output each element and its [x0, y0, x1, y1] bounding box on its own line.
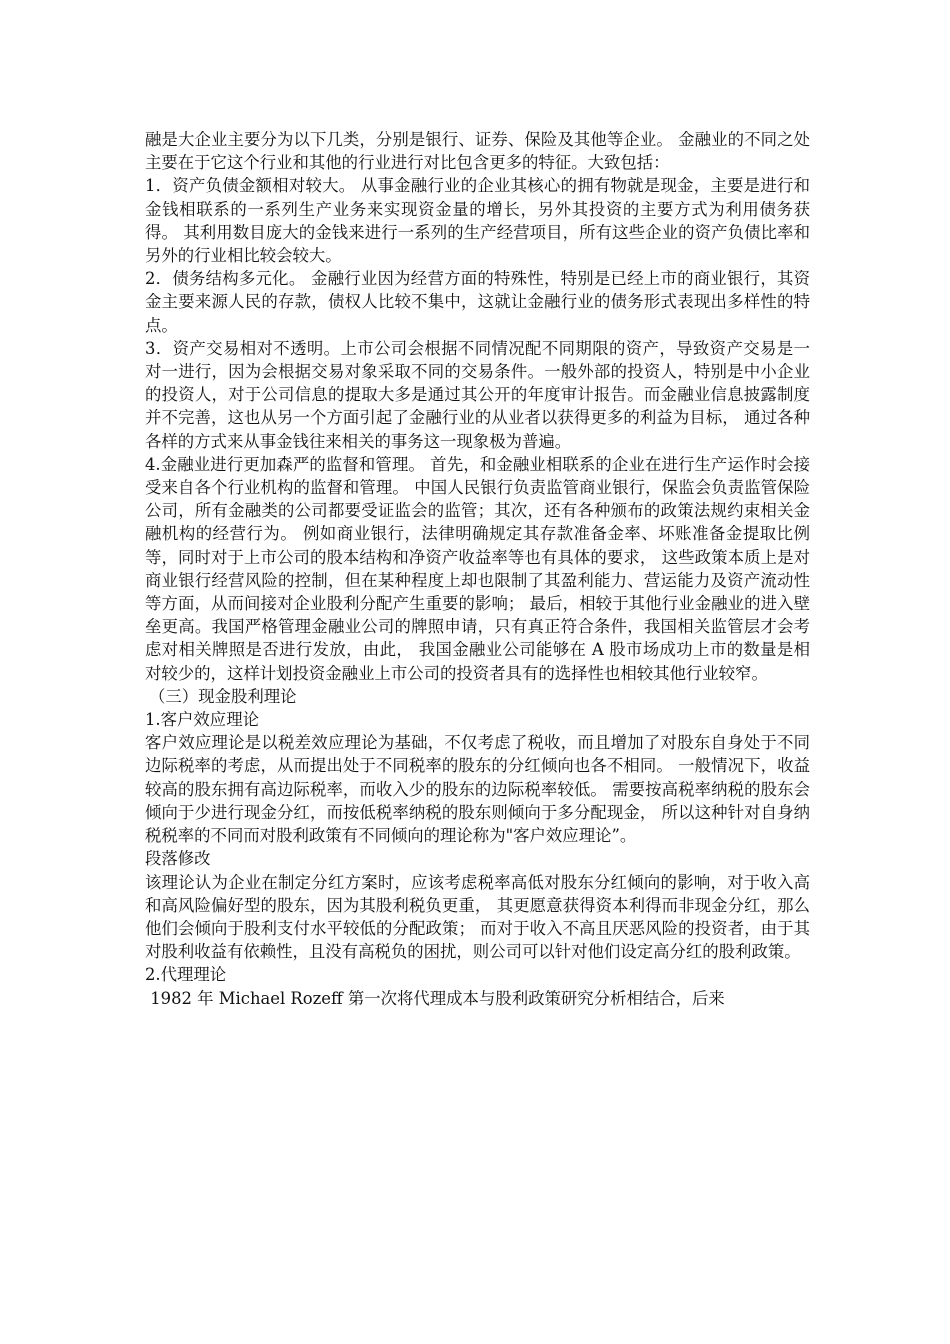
paragraph-theory-detail: 该理论认为企业在制定分红方案时，应该考虑税率高低对股东分红倾向的影响，对于收入高和高风险偏好型的股东，因为其股利税负更重， 其更愿意获得资本利得而非现金分红，那么他们会倾向于股利支付水平较低的分配政策； 而对于收入不高且厌恶风险的投资者，由于其对股利收益有依赖性，且没有高税负的困扰，则公司可以针对他们设定高分红的股利政策。: [145, 872, 810, 962]
subheading-agency-theory: 2.代理理论: [145, 965, 227, 985]
paragraph-item-4: 4.金融业进行更加森严的监督和管理。 首先，和金融业相联系的企业在进行生产运作时会接受来自各个行业机构的监督和管理。 中国人民银行负责监管商业银行，保监会负责监管保险公司，所有金融类的公司都要受证监会的监管；其次，还有各种颁布的政策法规约束相关金融机构的经营行为。 例如商业银行，法律明确规定其存款准备金率、坏账准备金提取比例等，同时对于上市公司的股本结构和净资产收益率等也有具体的要求， 这些政策本质上是对商业银行经营风险的控制，但在某种程度上却也限制了其盈利能力、营运能力及资产流动性等方面，从而间接对企业股利分配产生重要的影响； 最后，相较于其他行业金融业的进入壁垒更高。我国严格管理金融业公司的牌照申请，只有真正符合条件，我国相关监管层才会考虑对相关牌照是否进行发放，由此， 我国金融业公司能够在 A 股市场成功上市的数量是相对较少的，这样计划投资金融业上市公司的投资者具有的选择性也相较其他行业较窄。: [145, 454, 810, 683]
paragraph-item-3: 3．资产交易相对不透明。上市公司会根据不同情况配不同期限的资产，导致资产交易是一对一进行，因为会根据交易对象采取不同的交易条件。一般外部的投资人，特别是中小企业的投资人，对于公司信息的提取大多是通过其公开的年度审计报告。而金融业信息披露制度并不完善，这也从另一个方面引起了金融行业的从业者以获得更多的利益为目标， 通过各种各样的方式来从事金钱往来相关的事务这一现象极为普遍。: [145, 338, 810, 451]
paragraph-clientele-effect: 客户效应理论是以税差效应理论为基础，不仅考虑了税收，而且增加了对股东自身处于不同边际税率的考虑，从而提出处于不同税率的股东的分红倾向也各不相同。 一般情况下，收益较高的股东拥有高边际税率，而收入少的股东的边际税率较低。 需要按高税率纳税的股东会倾向于少进行现金分红，而按低税率纳税的股东则倾向于多分配现金， 所以这种针对自身纳税税率的不同而对股利政策有不同倾向的理论称为"客户效应理论”。: [145, 733, 810, 846]
document-body: [145, 128, 810, 1010]
paragraph-intro: 融是大企业主要分为以下几类，分别是银行、证券、保险及其他等企业。 金融业的不同之处主要在于它这个行业和其他的行业进行对比包含更多的特征。大致包括：: [145, 130, 810, 173]
section-heading-cash-dividend-theory: （三）现金股利理论: [149, 686, 297, 706]
subheading-clientele-effect: 1.客户效应理论: [145, 710, 259, 730]
paragraph-item-2: 2．债务结构多元化。 金融行业因为经营方面的特殊性，特别是已经上市的商业银行，其资金主要来源人民的存款，债权人比较不集中，这就让金融行业的债务形式表现出多样性的特点。: [145, 269, 810, 335]
paragraph-agency-theory: 1982 年 Michael Rozeff 第一次将代理成本与股利政策研究分析相结合，后来: [145, 988, 725, 1008]
paragraph-edit-label: 段落修改: [145, 849, 211, 869]
paragraph-item-1: 1．资产负债金额相对较大。 从事金融行业的企业其核心的拥有物就是现金，主要是进行和金钱相联系的一系列生产业务来实现资金量的增长，另外其投资的主要方式为利用债务获得。 其利用数目庞大的金钱来进行一系列的生产经营项目，所有这些企业的资产负债比率和另外的行业相比较会较大。: [145, 176, 810, 266]
